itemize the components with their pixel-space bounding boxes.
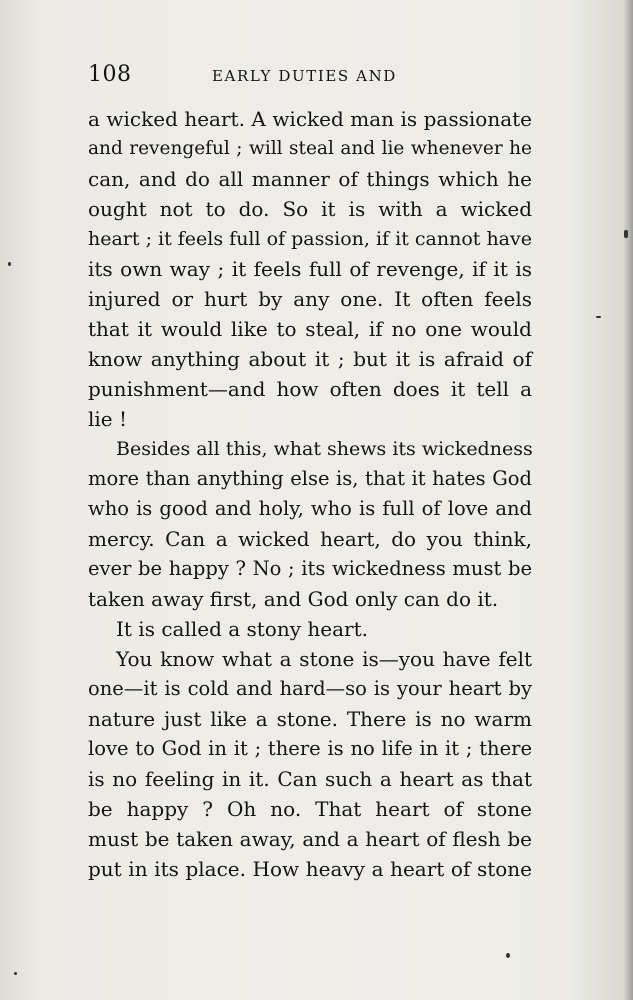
text-line: love to God in it ; there is no life in it ; there [88, 737, 532, 760]
text-line: who is good and holy, who is full of love and [88, 497, 532, 520]
text-line: that it would like to steal, if no one would [88, 317, 532, 341]
text-line: and revengeful ; will steal and lie whenever he [88, 138, 532, 159]
text-line: a wicked heart. A wicked man is passionate [88, 107, 532, 131]
text-line: lie ! [88, 407, 128, 431]
page-number: 108 [88, 62, 132, 87]
ink-speck [624, 230, 628, 238]
page-edge-shadow [623, 0, 633, 1000]
text-line: ever be happy ? No ; its wickedness must be [88, 557, 532, 580]
text-line: nature just like a stone. There is no warm [88, 707, 532, 731]
text-line: punishment—and how often does it tell a [88, 377, 532, 401]
text-line: taken away first, and God only can do it. [88, 587, 499, 611]
ink-speck [596, 316, 601, 318]
ink-speck [8, 262, 11, 266]
text-line: can, and do all manner of things which he [88, 167, 532, 191]
text-line: mercy. Can a wicked heart, do you think, [88, 527, 532, 551]
body-text [88, 104, 532, 884]
text-line: is no feeling in it. Can such a heart as that [88, 767, 532, 791]
text-line: put in its place. How heavy a heart of stone [88, 857, 532, 881]
text-line: injured or hurt by any one. It often feels [88, 287, 532, 311]
text-line: You know what a stone is—you have felt [116, 647, 532, 671]
text-line: one—it is cold and hard—so is your heart by [88, 677, 532, 700]
text-line: more than anything else is, that it hates God [88, 467, 532, 490]
text-line: its own way ; it feels full of revenge, if it is [88, 257, 532, 281]
ink-speck [506, 953, 510, 958]
ink-speck [14, 972, 17, 975]
text-line: know anything about it ; but it is afraid of [88, 347, 532, 371]
text-line: It is called a stony heart. [116, 617, 368, 641]
text-line: Besides all this, what shews its wickedness [116, 438, 533, 460]
text-line: be happy ? Oh no. That heart of stone [88, 797, 532, 821]
text-line: must be taken away, and a heart of flesh be [88, 827, 532, 851]
text-line: heart ; it feels full of passion, if it cannot have [88, 228, 532, 250]
page-header [88, 62, 528, 92]
text-line: ought not to do. So it is with a wicked [88, 197, 532, 221]
running-title: EARLY DUTIES AND [212, 67, 397, 85]
